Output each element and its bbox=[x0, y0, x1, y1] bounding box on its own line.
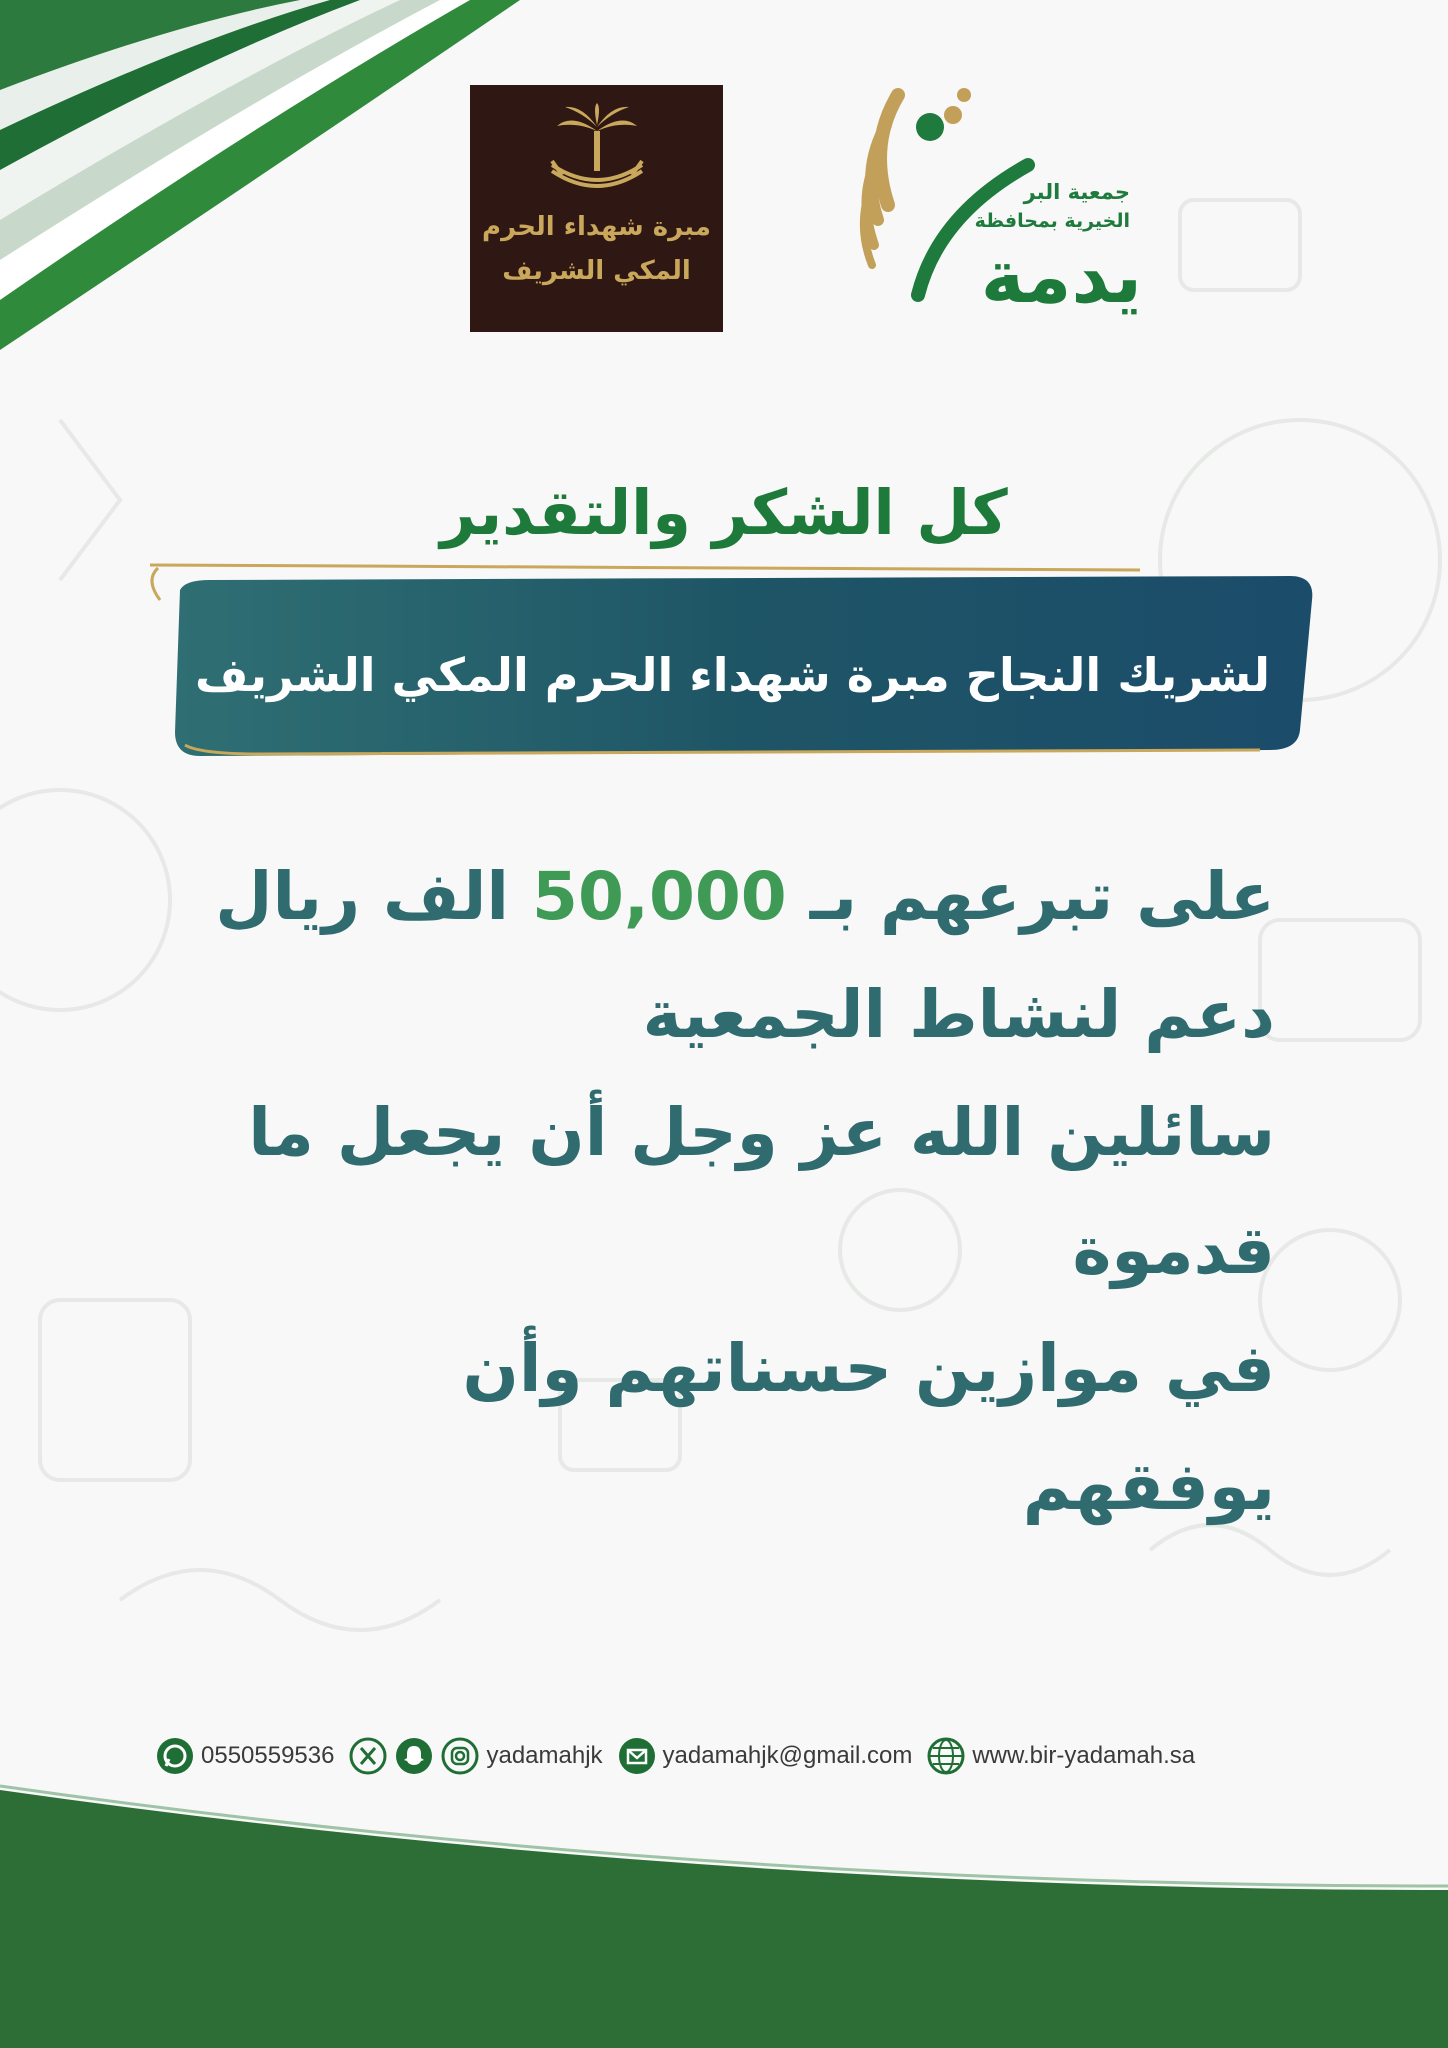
headline: كل الشكر والتقدير bbox=[440, 476, 1008, 549]
yadamah-logo-line1: جمعية البر bbox=[1023, 180, 1130, 204]
email-address[interactable]: yadamahjk@gmail.com bbox=[662, 1742, 913, 1769]
yadamah-logo bbox=[848, 85, 1148, 330]
website-url[interactable]: www.bir-yadamah.sa bbox=[972, 1742, 1196, 1769]
social-handle[interactable]: yadamahjk bbox=[486, 1742, 603, 1769]
body-line-4: في موازين حسناتهم وأن يوفقهم bbox=[462, 1330, 1275, 1525]
bottom-wave bbox=[0, 1750, 1448, 2048]
mabara-logo-line1: مبرة شهداء الحرم bbox=[482, 212, 711, 242]
corner-swoosh bbox=[0, 0, 520, 380]
mabara-logo bbox=[470, 85, 723, 332]
phone-number[interactable]: 0550559536 bbox=[201, 1742, 335, 1769]
palm-swords-icon bbox=[542, 103, 652, 203]
body-line-1 bbox=[200, 838, 1275, 956]
body-text bbox=[200, 838, 1275, 1546]
yadamah-logo-line2: الخيرية بمحافظة bbox=[974, 210, 1130, 232]
body-line-1-start: على تبرعهم بـ bbox=[809, 858, 1275, 935]
body-line-2: دعم لنشاط الجمعية bbox=[642, 976, 1275, 1053]
banner-text: لشريك النجاح مبرة شهداء الحرم المكي الشريف bbox=[195, 648, 1270, 702]
donation-amount: 50,000 bbox=[532, 858, 787, 935]
body-line-3: سائلين الله عز وجل أن يجعل ما قدموة bbox=[248, 1094, 1275, 1289]
body-line-1-end: الف ريال bbox=[215, 858, 510, 935]
yadamah-logo-name: يدمة bbox=[980, 234, 1142, 320]
mabara-logo-line2: المكي الشريف bbox=[502, 256, 691, 286]
